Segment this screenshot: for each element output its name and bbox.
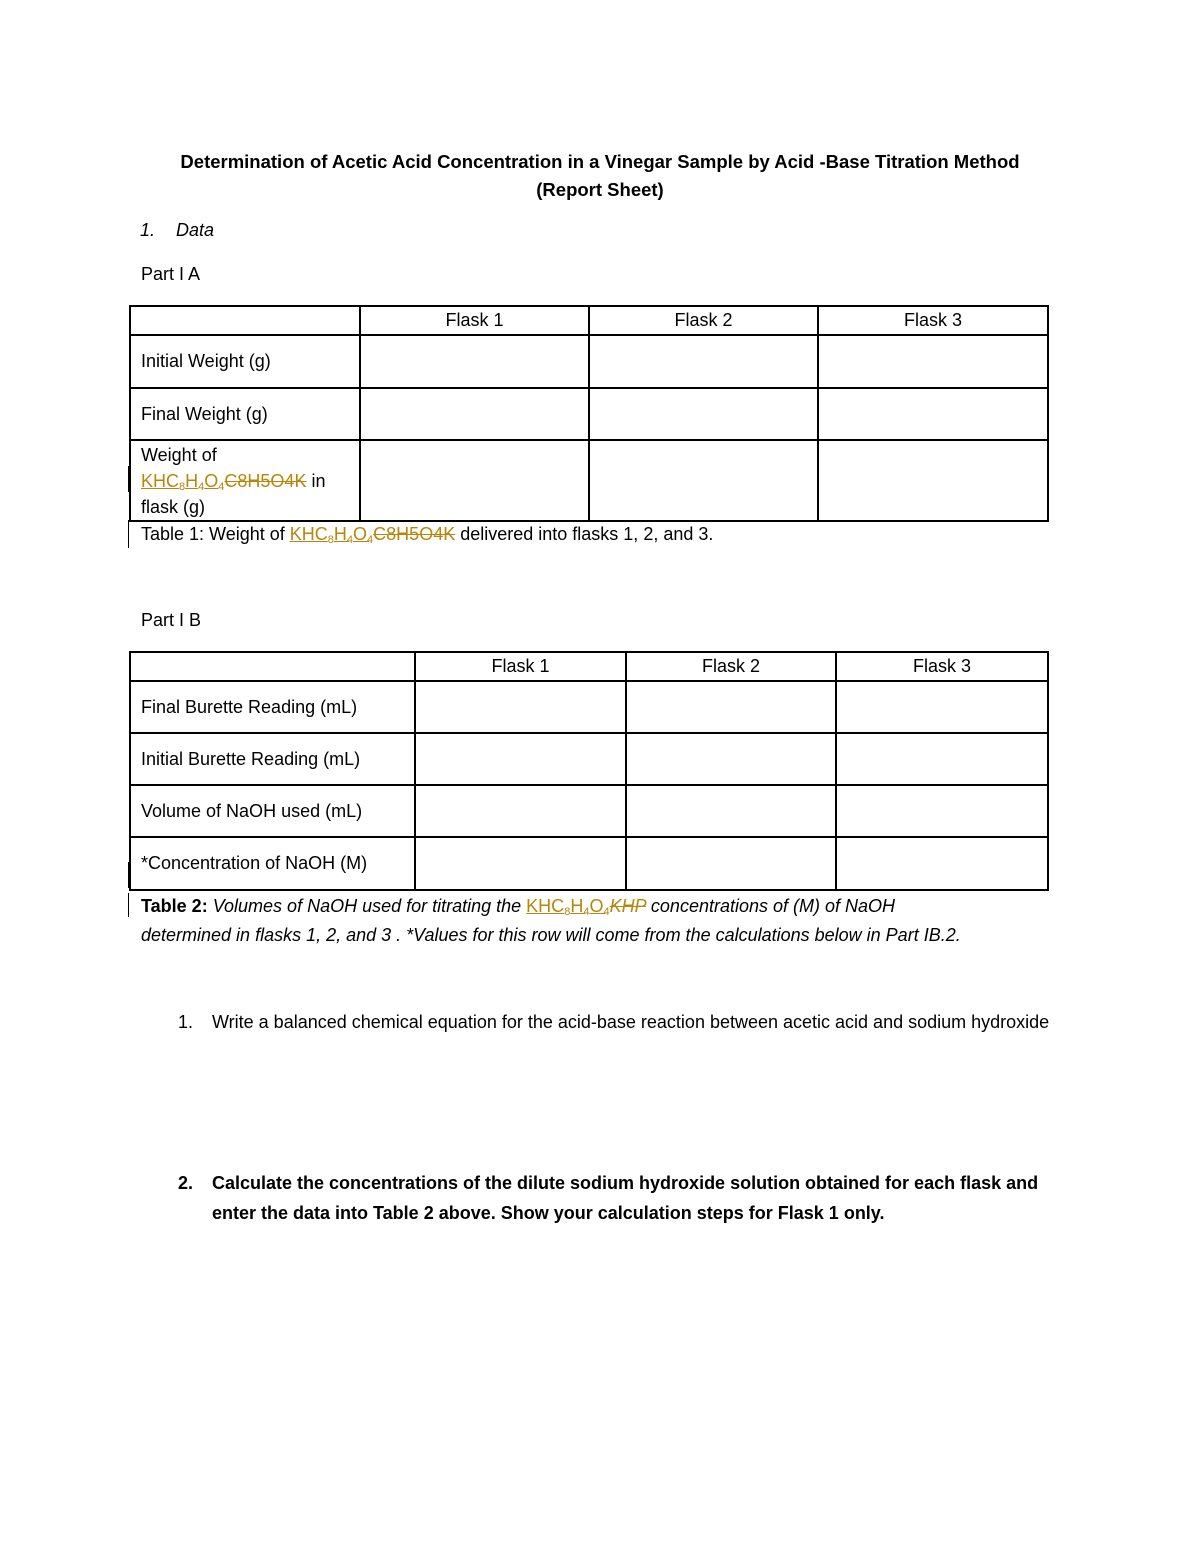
table-2-cell[interactable] [415, 785, 626, 837]
document-title [100, 148, 1100, 204]
table-1-col-flask-2: Flask 2 [589, 306, 818, 335]
table-2-burette [129, 651, 1049, 891]
table-2-cell[interactable] [836, 681, 1048, 733]
question-2: 2. Calculate the concentrations of the dilute sodium hydroxide solution obtained for each flask and enter the data into Table 2 above. Show your calculation steps for Flask 1 only. [178, 1173, 1039, 1223]
table-1-row-label: Final Weight (g) [130, 388, 360, 440]
table-2-cell[interactable] [415, 837, 626, 890]
part-a-label: Part I A [141, 264, 201, 284]
table-1-weights [129, 305, 1049, 522]
struck-formula: C8H5O4K [373, 524, 456, 544]
table-2-row-label: Volume of NaOH used (mL) [130, 785, 415, 837]
title-line-2: (Report Sheet) [536, 179, 664, 200]
table-2-col-flask-1: Flask 1 [415, 652, 626, 681]
table-1-cell[interactable] [818, 335, 1048, 388]
table-1-row-label: Initial Weight (g) [130, 335, 360, 388]
part-b-label: Part I B [141, 610, 202, 630]
table-2-cell[interactable] [836, 785, 1048, 837]
table-2-cell[interactable] [415, 681, 626, 733]
chem-formula-khp: $KHC_8H_4O_4$ [526, 896, 610, 918]
change-bar [128, 893, 129, 917]
table-1-cell[interactable] [360, 388, 589, 440]
table-1-cell[interactable] [360, 440, 589, 521]
table-1-caption: Table 1: Weight of $KHC_8H_4O_4C8H5O4K$ delivered into flasks 1, 2, and 3. [141, 524, 714, 546]
chem-formula-khp: $KHC_8H_4O_4$ [289, 524, 374, 546]
chem-formula-khp: $KHC_8H_4O_4$ [141, 470, 225, 493]
table-1-col-flask-3: Flask 3 [818, 306, 1048, 335]
table-1-row-label-weight: Weight of $KHC_8H_4O_4C8H5O4K$ in flask (g) [130, 440, 360, 521]
table-2-corner [130, 652, 415, 681]
table-2-row-label: Final Burette Reading (mL) [130, 681, 415, 733]
section-number: 1. [140, 220, 156, 240]
table-2-cell[interactable] [626, 681, 836, 733]
table-2-row-label: *Concentration of NaOH (M) [130, 837, 415, 890]
table-2-cell[interactable] [836, 837, 1048, 890]
table-2-col-flask-2: Flask 2 [626, 652, 836, 681]
section-heading-data [140, 220, 214, 241]
question-1: 1. Write a balanced chemical equation for the acid-base reaction between acetic acid and sodium hydroxide [178, 1012, 1050, 1032]
table-1-cell[interactable] [589, 440, 818, 521]
table-1-cell[interactable] [818, 388, 1048, 440]
title-line-1: Determination of Acetic Acid Concentration in a Vinegar Sample by Acid -Base Titration Method [180, 151, 1020, 172]
table-2-cell[interactable] [415, 733, 626, 785]
section-label: Data [176, 220, 215, 240]
table-1-corner [130, 306, 360, 335]
table-1-cell[interactable] [589, 388, 818, 440]
table-2-caption: Table 2: Volumes of NaOH used for titrating the $KHC_8H_4O_4KHP$ concentrations of (M) of NaOH determined in flasks 1, 2, and 3 . *Values for this row will come from the calculations below in Part IB.2. [141, 896, 961, 945]
table-2-col-flask-3: Flask 3 [836, 652, 1048, 681]
table-1-col-flask-1: Flask 1 [360, 306, 589, 335]
struck-formula: C8H5O4K [224, 470, 307, 491]
struck-formula: KHP [609, 896, 646, 916]
change-bar [128, 862, 129, 888]
table-2-cell[interactable] [836, 733, 1048, 785]
table-2-row-label: Initial Burette Reading (mL) [130, 733, 415, 785]
change-bar [128, 466, 129, 492]
table-1-cell[interactable] [360, 335, 589, 388]
table-1-cell[interactable] [589, 335, 818, 388]
table-2-cell[interactable] [626, 733, 836, 785]
table-2-cell[interactable] [626, 785, 836, 837]
table-1-cell[interactable] [818, 440, 1048, 521]
change-bar [128, 520, 129, 548]
table-2-cell[interactable] [626, 837, 836, 890]
